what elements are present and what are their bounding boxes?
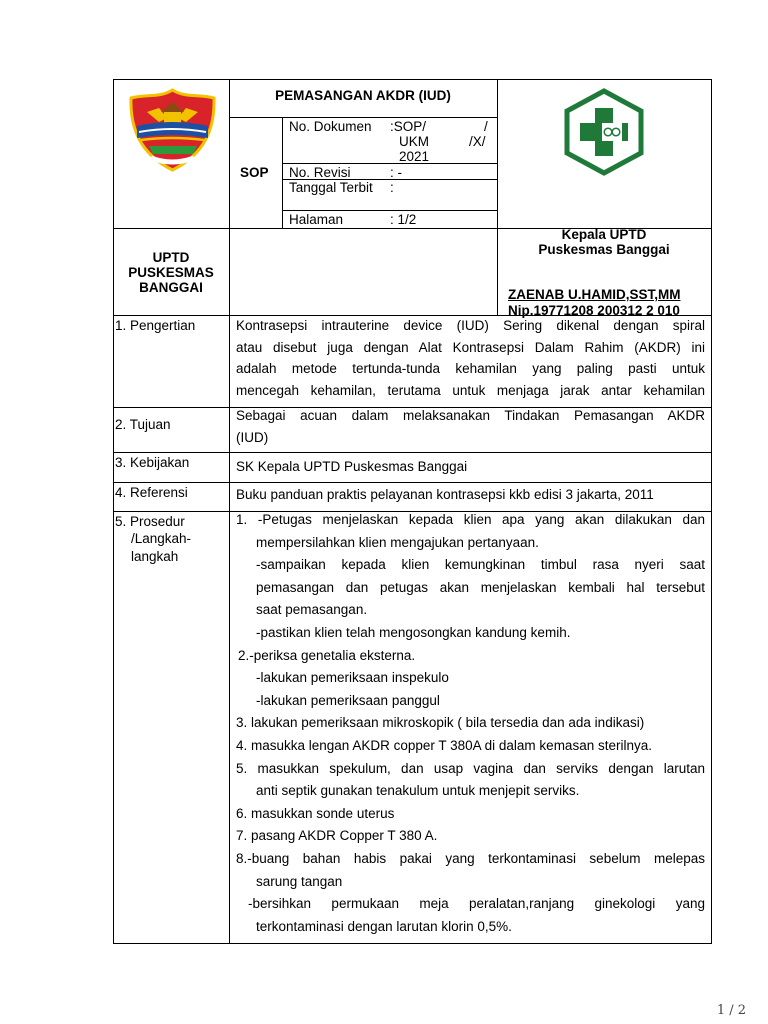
tujuan-line: (IUD) — [236, 429, 269, 445]
org-name-line2: PUSKESMAS — [128, 265, 214, 280]
doc-number-unit: UKM — [399, 134, 429, 149]
procedure-line: sarung tangan — [256, 873, 343, 889]
procedure-line: 6. masukkan sonde uterus — [236, 805, 395, 821]
head-nip: Nip.19771208 200312 2 010 — [508, 303, 680, 318]
pengertian-line: atau disebut juga dengan Alat Kontrasepsi Dalam Rahim (AKDR) ini — [236, 339, 705, 355]
procedure-line: 4. masukka lengan AKDR copper T 380A di dalam kemasan sterilnya. — [236, 737, 652, 753]
procedure-line: 3. lakukan pemeriksaan mikroskopik ( bila tersedia dan ada indikasi) — [236, 715, 645, 731]
revision-value: : - — [390, 165, 402, 180]
org-name-line1: UPTD — [152, 250, 190, 265]
section-text-kebijakan: SK Kepala UPTD Puskesmas Banggai — [236, 459, 468, 474]
issue-date-value: : — [390, 180, 394, 195]
procedure-line: pemasangan dan petugas akan menjelaskan kembali hal tersebut — [256, 579, 705, 595]
org-name-line3: BANGGAI — [139, 280, 203, 295]
pengertian-line: mencegah kehamilan, terutama untuk menjaga jarak antar kehamilan — [236, 382, 705, 398]
head-name: ZAENAB U.HAMID,SST,MM — [508, 287, 681, 302]
head-title-line1: Kepala UPTD — [561, 227, 647, 242]
head-title-line2: Puskesmas Banggai — [538, 242, 670, 257]
revision-label: No. Revisi — [289, 165, 351, 180]
procedure-line: -lakukan pemeriksaan panggul — [256, 692, 440, 708]
section-label-tujuan: 2. Tujuan — [115, 417, 171, 432]
document-title: PEMASANGAN AKDR (IUD) — [275, 88, 451, 103]
issue-date-label: Tanggal Terbit — [289, 180, 373, 195]
procedure-line: terkontaminasi dengan larutan klorin 0,5%. — [256, 918, 512, 934]
regency-emblem — [127, 88, 218, 172]
doc-number-month: /X/ — [469, 134, 486, 149]
doc-number-value: :SOP/ — [390, 119, 427, 134]
section-text-tujuan — [236, 405, 705, 448]
section-label-kebijakan: 3. Kebijakan — [115, 455, 190, 470]
section-label-prosedur-3: langkah — [131, 549, 179, 564]
procedure-line: -bersihkan permukaan meja peralatan,ranjang ginekologi yang — [248, 896, 705, 912]
procedure-line: saat pemasangan. — [256, 602, 368, 618]
pengertian-line: Kontrasepsi intrauterine device (IUD) Sering dikenal dengan spiral — [236, 318, 705, 333]
procedure-line: -lakukan pemeriksaan inspekulo — [256, 670, 449, 686]
section-text-pengertian — [236, 315, 705, 401]
section-text-referensi: Buku panduan praktis pelayanan kontrasepsi kkb edisi 3 jakarta, 2011 — [236, 487, 654, 502]
sop-label: SOP — [240, 165, 269, 180]
procedure-line: -sampaikan kepada klien kemungkinan timbul rasa nyeri saat — [256, 557, 705, 573]
doc-number-slash: / — [484, 119, 488, 134]
procedure-line: -pastikan klien telah mengosongkan kandung kemih. — [256, 624, 571, 640]
doc-number-label: No. Dokumen — [289, 119, 372, 134]
page-value: : 1/2 — [390, 212, 417, 227]
pengertian-line: adalah metode tertunda-tunda kehamilan yang paling pasti untuk — [236, 361, 705, 376]
page-indicator: 1 / 2 — [716, 1003, 746, 1018]
procedure-line: 8.-buang bahan habis pakai yang terkontaminasi sebelum melepas — [236, 850, 705, 866]
tujuan-line: Sebagai acuan dalam melaksanakan Tindakan Pemasangan AKDR — [236, 408, 705, 423]
procedure-line: mempersilahkan klien mengajukan pertanyaan. — [256, 534, 539, 550]
section-label-pengertian: 1. Pengertian — [115, 318, 196, 333]
doc-number-year: 2021 — [399, 149, 430, 164]
procedure-line: 7. pasang AKDR Copper T 380 A. — [236, 828, 438, 844]
section-label-prosedur-2: /Langkah- — [131, 531, 192, 546]
section-label-prosedur: 5. Prosedur — [115, 514, 185, 529]
procedure-steps — [236, 509, 705, 938]
page-label: Halaman — [289, 212, 344, 227]
section-label-referensi: 4. Referensi — [115, 485, 188, 500]
puskesmas-logo — [562, 88, 646, 176]
procedure-line: 1. -Petugas menjelaskan kepada klien apa yang akan dilakukan dan — [236, 512, 705, 527]
procedure-line: 2.-periksa genetalia eksterna. — [238, 647, 416, 663]
procedure-line: anti septik gunakan tenakulum untuk menjepit serviks. — [256, 783, 580, 799]
procedure-line: 5. masukkan spekulum, dan usap vagina dan serviks dengan larutan — [236, 760, 705, 776]
